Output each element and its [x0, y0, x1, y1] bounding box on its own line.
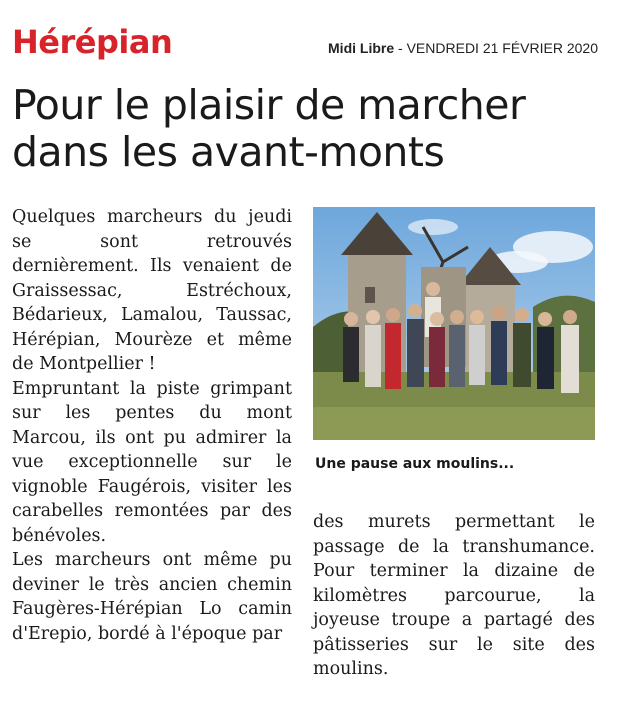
- article-headline: Pour le plaisir de marcher dans les avant-monts: [12, 81, 526, 176]
- article-photo: [313, 207, 595, 440]
- article-paragraph-2: Empruntant la piste grimpant sur les pentes du mont Marcou, ils ont pu admirer la vue exceptionnelle sur le vignoble Faugérois, visiter les carabelles remontées par des bénévoles.: [12, 378, 292, 546]
- article-paragraph-1: Quelques marcheurs du jeudi se sont retrouvés dernièrement. Ils venaient de Graissessac, Estréchoux, Bédarieux, Lamalou, Taussac, Hérépian, Mourèze et même de Montpellier !: [12, 207, 292, 374]
- publication-separator: -: [394, 40, 407, 56]
- publication-date: VENDREDI 21 FÉVRIER 2020: [406, 40, 598, 56]
- publication-name: Midi Libre: [328, 40, 395, 56]
- photo-caption: Une pause aux moulins...: [315, 456, 515, 472]
- article-column-left: [12, 205, 292, 646]
- article-paragraph-3-end: des murets permettant le passage de la transhumance. Pour terminer la dizaine de kilomètres parcourue, la joyeuse troupe a partagé des pâtisseries sur le site des moulins.: [313, 512, 595, 679]
- article-column-right: [313, 510, 595, 682]
- article-paragraph-3-start: Les marcheurs ont même pu deviner le très ancien chemin Faugères-Hérépian Lo camin d'Erepio, bordé à l'époque par: [12, 550, 292, 644]
- publication-line: [328, 40, 598, 56]
- section-kicker: Hérépian: [12, 23, 173, 61]
